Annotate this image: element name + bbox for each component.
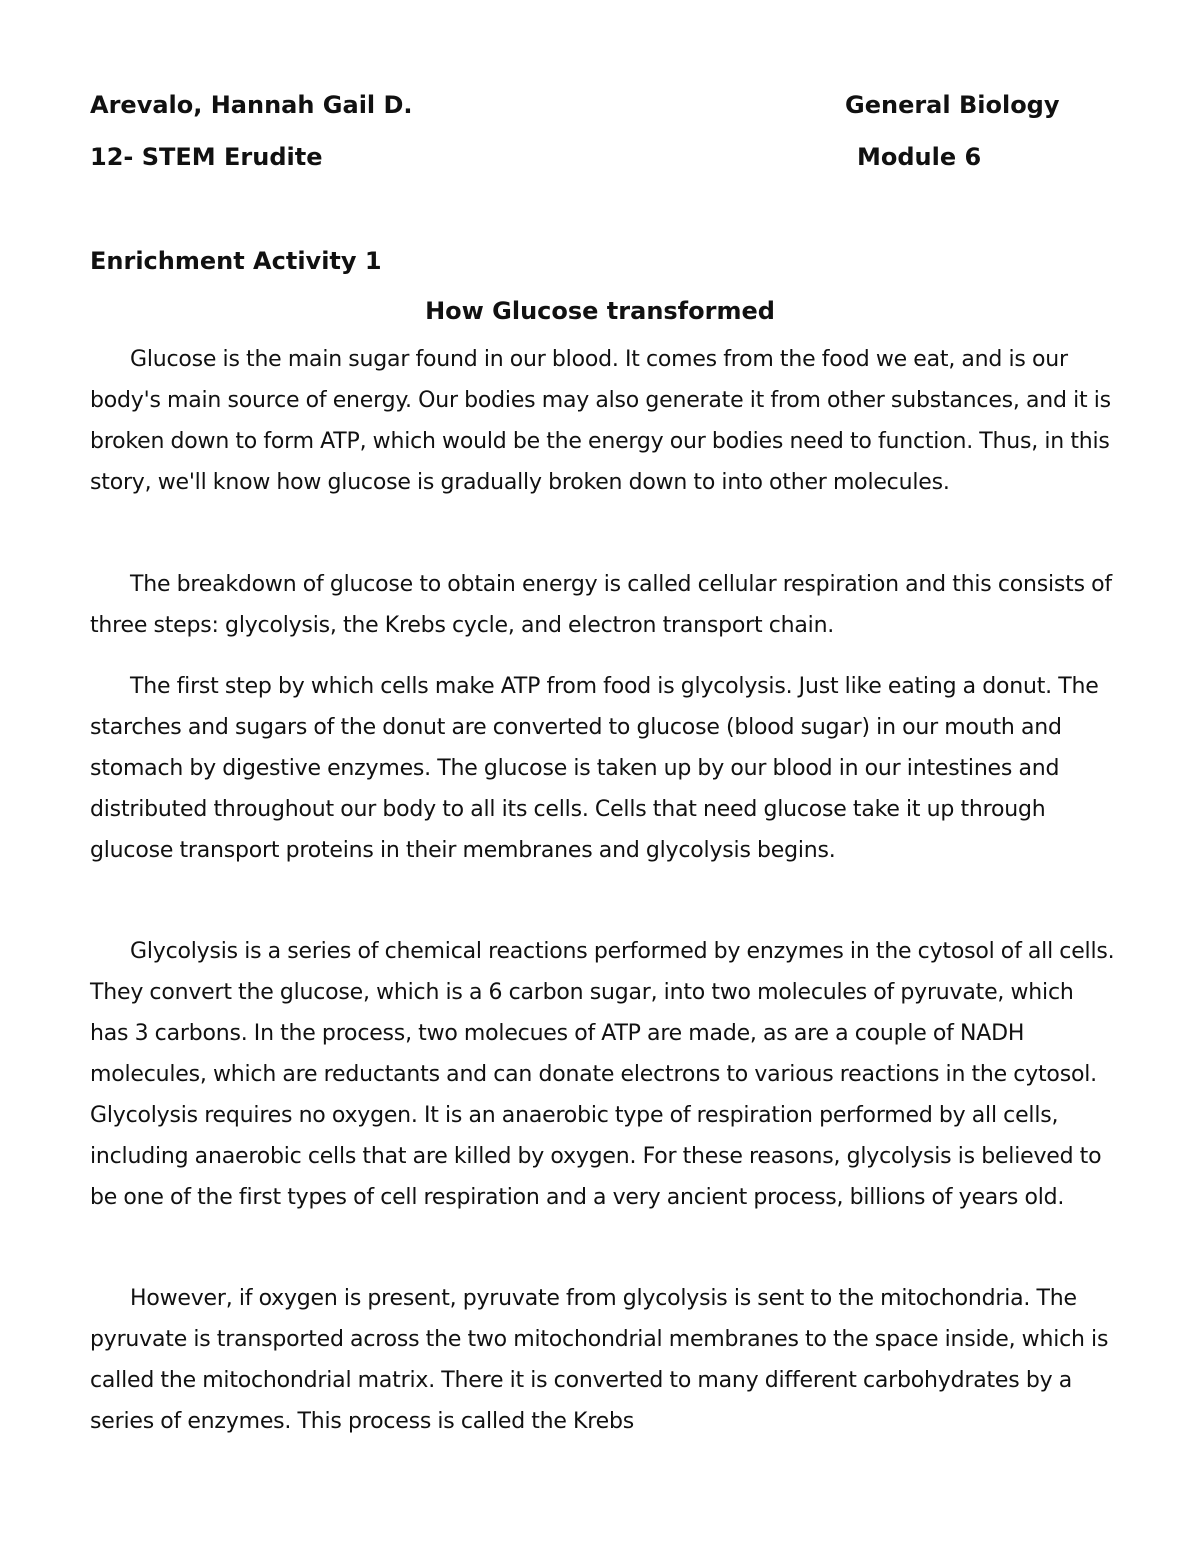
section-name: 12- STEM Erudite [90, 143, 323, 171]
paragraph-intro: Glucose is the main sugar found in our blood. It comes from the food we eat, and is our body's main source of energy. Our bodies may also generate it from other substances, and it is broken down to form ATP, which would be the energy our bodies need to function. Thus, in this story, we'll know how glucose is gradually broken down to into other molecules. [90, 347, 1111, 495]
subject-name: General Biology [845, 91, 1060, 119]
activity-label: Enrichment Activity 1 [90, 247, 382, 275]
paragraph-glycolysis-intro: The first step by which cells make ATP from food is glycolysis. Just like eating a donut. The starches and sugars of the donut are converted to glucose (blood sugar) in our mouth and stomach by digestive enzymes. The glucose is taken up by our blood in our intestines and distributed throughout our body to all its cells. Cells that need glucose take it up through glucose transport proteins in their membranes and glycolysis begins. [90, 674, 1099, 863]
student-name: Arevalo, Hannah Gail D. [90, 91, 413, 119]
paragraph-glycolysis-details: Glycolysis is a series of chemical reactions performed by enzymes in the cytosol of all cells. They convert the glucose, which is a 6 carbon sugar, into two molecules of pyruvate, which has 3 carbons. In the process, two molecues of ATP are made, as are a couple of NADH molecules, which are reductants and can donate electrons to various reactions in the cytosol. Glycolysis requires no oxygen. It is an anaerobic type of respiration performed by all cells, including anaerobic cells that are killed by oxygen. For these reasons, glycolysis is believed to be one of the first types of cell respiration and a very ancient process, billions of years old. [90, 939, 1115, 1210]
document-title: How Glucose transformed [425, 297, 775, 325]
paragraph-cellular-respiration: The breakdown of glucose to obtain energy is called cellular respiration and this consists of three steps: glycolysis, the Krebs cycle, and electron transport chain. [90, 572, 1112, 638]
module-number: Module 6 [857, 143, 982, 171]
paragraph-krebs-intro: However, if oxygen is present, pyruvate from glycolysis is sent to the mitochondria. The pyruvate is transported across the two mitochondrial membranes to the space inside, which is called the mitochondrial matrix. There it is converted to many different carbohydrates by a series of enzymes. This process is called the Krebs [90, 1286, 1109, 1434]
